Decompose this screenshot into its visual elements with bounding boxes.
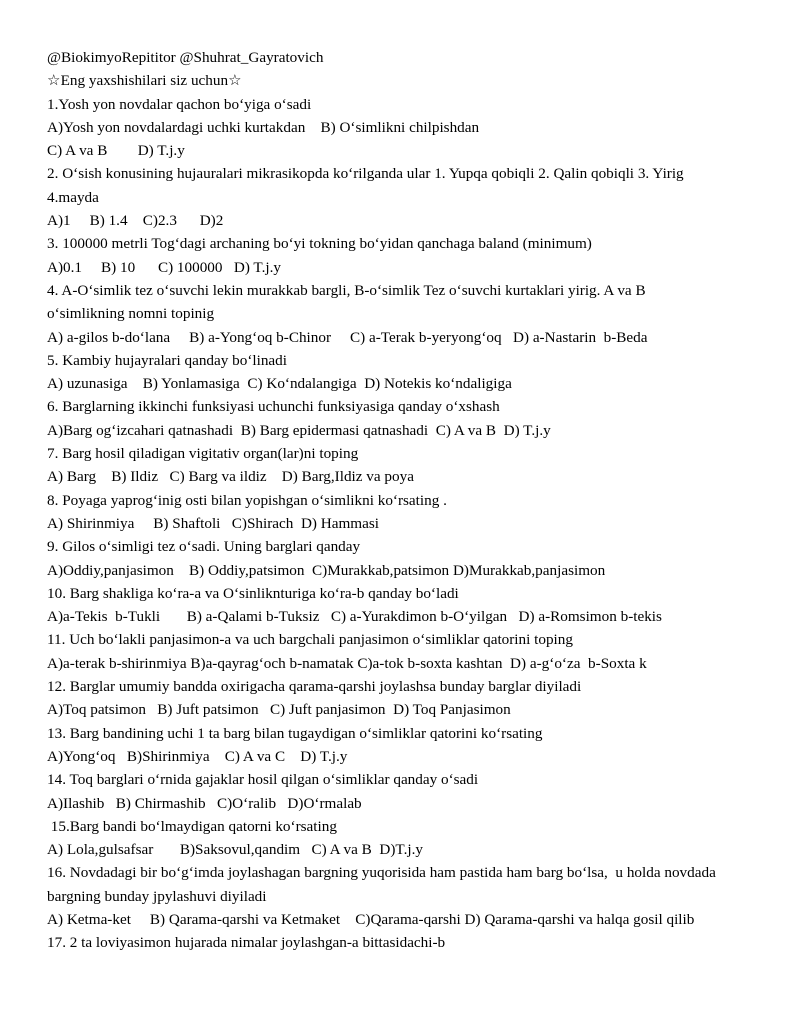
text-line: 7. Barg hosil qiladigan vigitativ organ(lar)ni toping [47, 445, 359, 463]
text-line: 17. 2 ta loviyasimon hujarada nimalar joylashgan-a bittasidachi-b [47, 934, 446, 952]
text-line: A)a-terak b-shirinmiya B)a-qayrag‘och b-namatak C)a-tok b-soxta kashtan D) a-g‘o‘za b-Soxta k [47, 654, 647, 672]
text-line: 8. Poyaga yaprog‘inig osti bilan yopishgan o‘simlikni ko‘rsating . [47, 491, 447, 509]
text-line: 5. Kambiy hujayralari qanday bo‘linadi [47, 351, 287, 369]
text-line: A) Ketma-ket B) Qarama-qarshi va Ketmaket C)Qarama-qarshi D) Qarama-qarshi va halqa gosil qilib [47, 910, 695, 928]
text-line: A)Ilashib B) Chirmashib C)O‘ralib D)O‘rmalab [47, 794, 362, 812]
text-line: bargning bunday jpylashuvi diyiladi [47, 887, 267, 905]
text-line: 13. Barg bandining uchi 1 ta barg bilan tugaydigan o‘simliklar qatorini ko‘rsating [47, 724, 543, 742]
text-line: A)Oddiy,panjasimon B) Oddiy,patsimon C)Murakkab,patsimon D)Murakkab,panjasimon [47, 561, 606, 579]
question-list [47, 93, 757, 955]
text-line: A)Toq patsimon B) Juft patsimon C) Juft panjasimon D) Toq Panjasimon [47, 701, 511, 719]
text-line: 4.mayda [47, 188, 99, 206]
header-authors: @BiokimyoRepititor @Shuhrat_Gayratovich [47, 49, 324, 66]
text-line: 1.Yosh yon novdalar qachon bo‘yiga o‘sadi [47, 95, 312, 113]
text-line: A)Barg og‘izcahari qatnashadi B) Barg epidermasi qatnashadi C) A va B D) T.j.y [47, 421, 551, 439]
text-line: 4. A-O‘simlik tez o‘suvchi lekin murakkab bargli, B-o‘simlik Tez o‘suvchi kurtaklari yirig. A va B [47, 281, 646, 299]
text-line: A) a-gilos b-do‘lana B) a-Yong‘oq b-Chinor C) a-Terak b-yeryong‘oq D) a-Nastarin b-Beda [47, 328, 648, 346]
text-line: 16. Novdadagi bir bo‘g‘imda joylashagan bargning yuqorisida ham pastida ham barg bo‘lsa, u holda novdada [47, 864, 716, 882]
text-line: A) Shirinmiya B) Shaftoli C)Shirach D) Hammasi [47, 514, 379, 532]
text-line: 6. Barglarning ikkinchi funksiyasi uchunchi funksiyasiga qanday o‘xshash [47, 398, 500, 416]
text-line: A) Barg B) Ildiz C) Barg va ildiz D) Barg,Ildiz va poya [47, 468, 414, 486]
text-line: 11. Uch bo‘lakli panjasimon-a va uch bargchali panjasimon o‘simliklar qatorini toping [47, 631, 573, 649]
document-page [47, 46, 757, 955]
text-line: A)Yosh yon novdalardagi uchki kurtakdan B) O‘simlikni chilpishdan [47, 118, 480, 136]
text-line: 15.Barg bandi bo‘lmaydigan qatorni ko‘rsating [47, 817, 337, 835]
text-line: C) A va B D) T.j.y [47, 142, 185, 160]
text-line: A)0.1 B) 10 C) 100000 D) T.j.y [47, 258, 281, 276]
text-line: A) Lola,gulsafsar B)Saksovul,qandim C) A va B D)T.j.y [47, 841, 423, 859]
text-line: 9. Gilos o‘simligi tez o‘sadi. Uning barglari qanday [47, 538, 361, 556]
text-line: A) uzunasiga B) Yonlamasiga C) Ko‘ndalangiga D) Notekis ko‘ndaligiga [47, 375, 512, 393]
text-line: 3. 100000 metrli Tog‘dagi archaning bo‘yi tokning bo‘yidan qanchaga baland (minimum) [47, 235, 592, 253]
text-line: A)Yong‘oq B)Shirinmiya C) A va C D) T.j.y [47, 747, 348, 765]
text-line: A)a-Tekis b-Tukli B) a-Qalami b-Tuksiz C) a-Yurakdimon b-O‘yilgan D) a-Romsimon b-tekis [47, 608, 662, 626]
text-line: 10. Barg shakliga ko‘ra-a va O‘sinliknturiga ko‘ra-b qanday bo‘ladi [47, 584, 459, 602]
text-line: 12. Barglar umumiy bandda oxirigacha qarama-qarshi joylashsa bunday barglar diyiladi [47, 678, 582, 696]
text-line: A)1 B) 1.4 C)2.3 D)2 [47, 212, 224, 230]
text-line: 14. Toq barglari o‘rnida gajaklar hosil qilgan o‘simliklar qanday o‘sadi [47, 771, 479, 789]
text-line: o‘simlikning nomni topinig [47, 305, 215, 323]
header-tagline: ☆Eng yaxshishilari siz uchun☆ [47, 72, 242, 90]
text-line: 2. O‘sish konusining hujauralari mikrasikopda ko‘rilganda ular 1. Yupqa qobiqli 2. Qalin qobiqli 3. Yirig [47, 165, 684, 183]
